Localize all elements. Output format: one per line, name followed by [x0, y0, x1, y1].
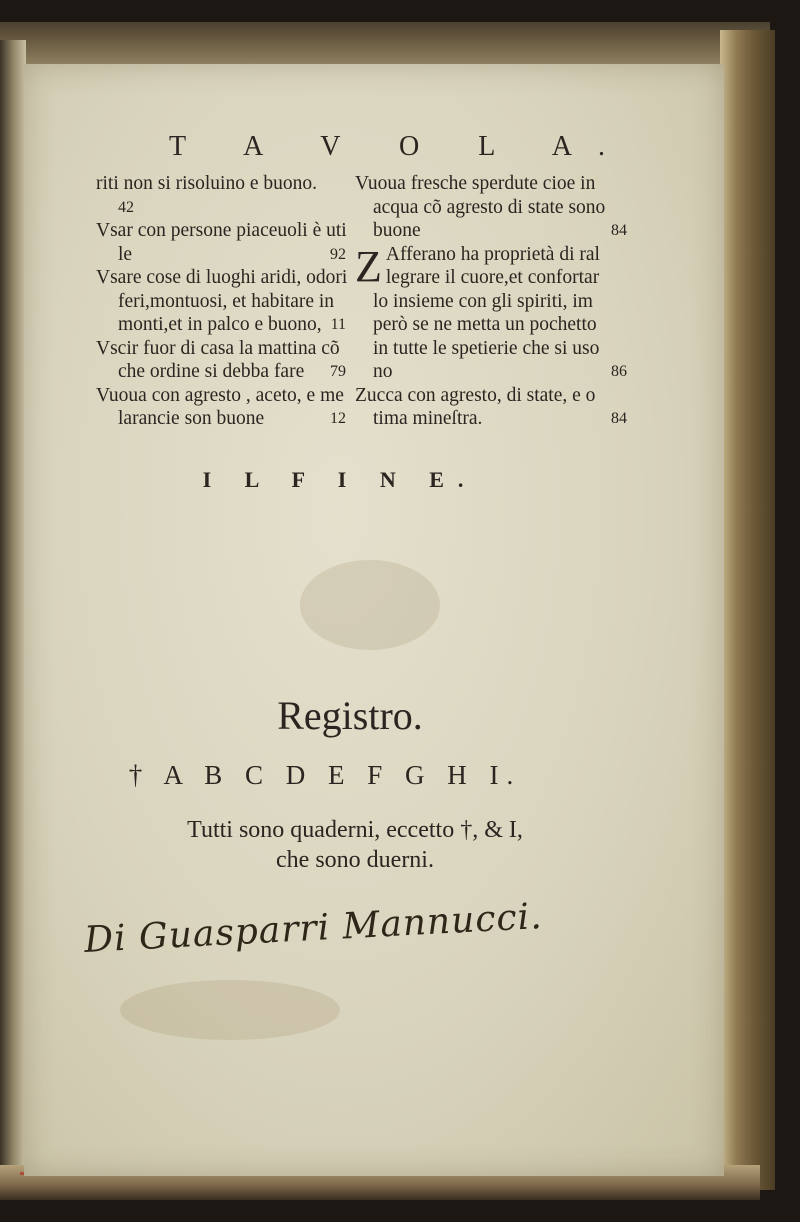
index-line: larancie son buone 12 — [118, 408, 346, 429]
paper-stain — [120, 980, 340, 1040]
index-line: riti non si risoluino e buono. — [96, 173, 317, 194]
index-line: 42 — [118, 198, 134, 216]
index-line: in tutte le spetierie che si uso — [373, 337, 600, 359]
registro-note-line: che sono duerni. — [276, 847, 434, 873]
index-line: Vsar con persone piaceuoli è uti — [96, 220, 347, 241]
index-line: che ordine si debba fare 79 — [118, 361, 346, 382]
index-line: Vuoua con agresto , aceto, e me — [96, 384, 344, 406]
index-right-column — [355, 172, 627, 431]
index-line: però se ne metta un pochetto — [373, 314, 597, 335]
index-heading: T A V O L A. — [169, 131, 631, 162]
index-line: legrare il cuore,et confortar — [385, 267, 600, 288]
page-number: 84 — [611, 222, 627, 239]
registro-title: Registro. — [277, 693, 423, 738]
index-line: Zucca con agresto, di state, e o — [355, 384, 596, 406]
index-line: feri,montuosi, et habitare in — [118, 290, 335, 312]
page-number: 84 — [611, 410, 627, 427]
index-entry-z — [355, 243, 627, 290]
index-line: lo insieme con gli spiriti, im — [373, 290, 593, 312]
handwritten-signature: Di Guasparri Mannucci. — [83, 896, 544, 961]
registro-note — [0, 815, 710, 875]
page-number: 86 — [611, 363, 627, 380]
index-line: Vscir fuor di casa la mattina cõ — [96, 337, 340, 359]
left-page-edges — [0, 40, 26, 1200]
drop-initial: Z — [355, 241, 382, 291]
page-number: 92 — [330, 245, 346, 263]
registro-note-line: Tutti sono quaderni, eccetto †, & I, — [187, 817, 523, 843]
page-number: 11 — [330, 316, 346, 333]
vellum-binding — [720, 30, 775, 1190]
page-number: 79 — [330, 363, 346, 380]
page-number: 12 — [330, 410, 346, 427]
index-line: Afferano ha proprietà di ral — [385, 243, 600, 265]
index-line: Vsare cose di luoghi aridi, odori — [96, 267, 348, 288]
index-line: buone 84 — [373, 220, 627, 241]
index-line: acqua cõ agresto di state sono — [373, 196, 606, 218]
index-line: no 86 — [373, 361, 627, 382]
index-line: Vuoua fresche sperdute cioe in — [355, 173, 596, 194]
paper-stain — [300, 560, 440, 650]
index-line: monti,et in palco e buono, 11 — [118, 314, 346, 335]
index-line: tima mineſtra. 84 — [373, 408, 627, 429]
closing-text: I L F I N E. — [202, 467, 478, 492]
registro-signatures: † A B C D E F G H I. — [128, 760, 522, 790]
index-left-column — [96, 172, 346, 431]
index-line: le 92 — [118, 243, 346, 265]
